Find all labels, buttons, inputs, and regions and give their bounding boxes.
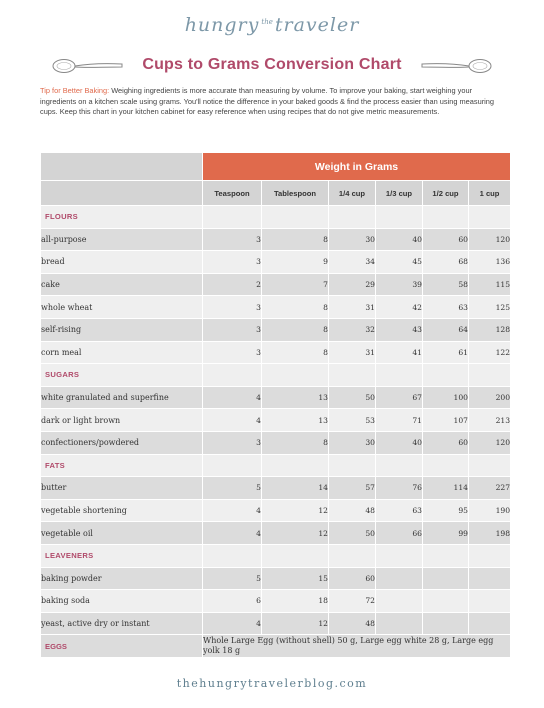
column-header: 1 cup (469, 181, 511, 206)
logo-word-the: the (261, 17, 273, 26)
category-label: FLOURS (41, 206, 203, 229)
empty-cell (262, 206, 329, 229)
gram-value-cell: 68 (423, 251, 469, 274)
tip-label: Tip for Better Baking: (40, 86, 110, 95)
gram-value-cell: 57 (329, 477, 376, 500)
empty-cell (203, 364, 262, 387)
gram-value-cell: 198 (469, 522, 511, 545)
gram-value-cell: 2 (203, 273, 262, 296)
empty-cell (469, 206, 511, 229)
gram-value-cell: 107 (423, 409, 469, 432)
gram-value-cell: 12 (262, 522, 329, 545)
logo-word-hungry: hungry (184, 14, 260, 36)
gram-value-cell: 41 (376, 341, 423, 364)
table-row (41, 567, 511, 590)
gram-value-cell (469, 567, 511, 590)
gram-value-cell: 8 (262, 296, 329, 319)
gram-value-cell: 5 (203, 477, 262, 500)
gram-value-cell (423, 567, 469, 590)
gram-value-cell: 3 (203, 341, 262, 364)
table-row (41, 612, 511, 635)
gram-value-cell: 99 (423, 522, 469, 545)
gram-value-cell: 58 (423, 273, 469, 296)
empty-cell (262, 364, 329, 387)
empty-cell (203, 206, 262, 229)
ingredient-label: baking powder (41, 567, 203, 590)
ingredient-label: self-rising (41, 318, 203, 341)
gram-value-cell: 200 (469, 386, 511, 409)
gram-value-cell: 67 (376, 386, 423, 409)
page-title: Cups to Grams Conversion Chart (142, 56, 402, 73)
gram-value-cell: 50 (329, 522, 376, 545)
table-row (41, 477, 511, 500)
column-header-blank (41, 181, 203, 206)
column-header: 1/4 cup (329, 181, 376, 206)
table-row (41, 386, 511, 409)
footer-website: thehungrytravelerblog.com (176, 677, 368, 690)
gram-value-cell: 13 (262, 386, 329, 409)
ingredient-label: baking soda (41, 590, 203, 613)
table-row (41, 251, 511, 274)
gram-value-cell: 4 (203, 522, 262, 545)
gram-value-cell: 42 (376, 296, 423, 319)
gram-value-cell (376, 612, 423, 635)
table-row (41, 590, 511, 613)
gram-value-cell: 60 (423, 431, 469, 454)
empty-cell (329, 544, 376, 567)
empty-cell (423, 544, 469, 567)
gram-value-cell: 227 (469, 477, 511, 500)
ingredient-label: cake (41, 273, 203, 296)
empty-cell (376, 364, 423, 387)
empty-cell (329, 364, 376, 387)
gram-value-cell: 3 (203, 318, 262, 341)
gram-value-cell: 128 (469, 318, 511, 341)
category-label: FATS (41, 454, 203, 477)
column-header: Teaspoon (203, 181, 262, 206)
empty-cell (329, 206, 376, 229)
title-row (0, 52, 544, 80)
gram-value-cell: 43 (376, 318, 423, 341)
table-row (41, 409, 511, 432)
empty-cell (262, 544, 329, 567)
gram-value-cell: 66 (376, 522, 423, 545)
gram-value-cell: 8 (262, 228, 329, 251)
gram-value-cell: 115 (469, 273, 511, 296)
baking-tip (40, 86, 510, 118)
gram-value-cell: 213 (469, 409, 511, 432)
empty-cell (376, 544, 423, 567)
gram-value-cell: 95 (423, 499, 469, 522)
gram-value-cell (469, 612, 511, 635)
empty-cell (329, 454, 376, 477)
table-row (41, 341, 511, 364)
gram-value-cell: 4 (203, 386, 262, 409)
gram-value-cell: 31 (329, 296, 376, 319)
column-header: Tablespoon (262, 181, 329, 206)
table-row (41, 522, 511, 545)
category-label: LEAVENERS (41, 544, 203, 567)
gram-value-cell: 8 (262, 341, 329, 364)
ingredient-label: butter (41, 477, 203, 500)
empty-cell (376, 206, 423, 229)
gram-value-cell: 31 (329, 341, 376, 364)
category-row (41, 454, 511, 477)
gram-value-cell: 72 (329, 590, 376, 613)
gram-value-cell: 114 (423, 477, 469, 500)
logo (0, 14, 544, 36)
gram-value-cell: 63 (423, 296, 469, 319)
gram-value-cell (376, 567, 423, 590)
empty-cell (423, 364, 469, 387)
weight-in-grams-header: Weight in Grams (203, 153, 511, 181)
gram-value-cell: 32 (329, 318, 376, 341)
gram-value-cell: 8 (262, 431, 329, 454)
table-row (41, 431, 511, 454)
category-row (41, 206, 511, 229)
gram-value-cell: 39 (376, 273, 423, 296)
gram-value-cell: 120 (469, 228, 511, 251)
gram-value-cell: 4 (203, 612, 262, 635)
gram-value-cell: 71 (376, 409, 423, 432)
gram-value-cell: 100 (423, 386, 469, 409)
gram-value-cell: 120 (469, 431, 511, 454)
table-row (41, 273, 511, 296)
ingredient-label: white granulated and superfine (41, 386, 203, 409)
ingredient-label: all-purpose (41, 228, 203, 251)
gram-value-cell (423, 612, 469, 635)
table-row (41, 228, 511, 251)
gram-value-cell: 40 (376, 228, 423, 251)
ingredient-label: dark or light brown (41, 409, 203, 432)
empty-cell (376, 454, 423, 477)
gram-value-cell: 63 (376, 499, 423, 522)
gram-value-cell: 6 (203, 590, 262, 613)
eggs-weights-text: Whole Large Egg (without shell) 50 g, Large egg white 28 g, Large egg yolk 18 g (203, 635, 511, 658)
gram-value-cell: 30 (329, 228, 376, 251)
gram-value-cell: 76 (376, 477, 423, 500)
header-blank-cell (41, 153, 203, 181)
table-group-header-row (41, 153, 511, 181)
gram-value-cell: 34 (329, 251, 376, 274)
empty-cell (203, 454, 262, 477)
gram-value-cell: 60 (423, 228, 469, 251)
empty-cell (469, 364, 511, 387)
ingredient-label: corn meal (41, 341, 203, 364)
gram-value-cell: 29 (329, 273, 376, 296)
gram-value-cell: 125 (469, 296, 511, 319)
gram-value-cell: 8 (262, 318, 329, 341)
table-column-header-row (41, 181, 511, 206)
eggs-row (41, 635, 511, 658)
table-row (41, 318, 511, 341)
empty-cell (203, 544, 262, 567)
gram-value-cell: 53 (329, 409, 376, 432)
ingredient-label: vegetable oil (41, 522, 203, 545)
logo-word-traveler: traveler (274, 14, 360, 36)
ingredient-label: whole wheat (41, 296, 203, 319)
gram-value-cell: 60 (329, 567, 376, 590)
empty-cell (423, 206, 469, 229)
empty-cell (423, 454, 469, 477)
tip-text: Weighing ingredients is more accurate than measuring by volume. To improve your baking, start weighing your ingredients on a kitchen scale using grams. You'll notice the difference in your baked goods & find the process easier than using measuring cups. Keep this chart in your kitchen cabinet for easy reference when using recipes that do not give metric measurements. (40, 86, 495, 116)
gram-value-cell: 3 (203, 296, 262, 319)
category-label: EGGS (41, 635, 203, 658)
gram-value-cell: 45 (376, 251, 423, 274)
gram-value-cell (469, 590, 511, 613)
gram-value-cell: 9 (262, 251, 329, 274)
gram-value-cell: 64 (423, 318, 469, 341)
gram-value-cell: 61 (423, 341, 469, 364)
category-row (41, 364, 511, 387)
empty-cell (262, 454, 329, 477)
spoon-right-icon (420, 56, 492, 76)
table-row (41, 296, 511, 319)
ingredient-label: vegetable shortening (41, 499, 203, 522)
gram-value-cell: 30 (329, 431, 376, 454)
gram-value-cell: 122 (469, 341, 511, 364)
gram-value-cell: 40 (376, 431, 423, 454)
ingredient-label: yeast, active dry or instant (41, 612, 203, 635)
gram-value-cell: 190 (469, 499, 511, 522)
gram-value-cell (423, 590, 469, 613)
conversion-table (40, 152, 511, 658)
gram-value-cell: 3 (203, 251, 262, 274)
gram-value-cell: 12 (262, 499, 329, 522)
gram-value-cell: 13 (262, 409, 329, 432)
ingredient-label: bread (41, 251, 203, 274)
gram-value-cell: 3 (203, 431, 262, 454)
category-label: SUGARS (41, 364, 203, 387)
empty-cell (469, 544, 511, 567)
ingredient-label: confectioners/powdered (41, 431, 203, 454)
gram-value-cell: 50 (329, 386, 376, 409)
empty-cell (469, 454, 511, 477)
table-row (41, 499, 511, 522)
gram-value-cell: 136 (469, 251, 511, 274)
gram-value-cell: 12 (262, 612, 329, 635)
gram-value-cell: 48 (329, 499, 376, 522)
gram-value-cell: 18 (262, 590, 329, 613)
gram-value-cell: 4 (203, 499, 262, 522)
gram-value-cell: 48 (329, 612, 376, 635)
gram-value-cell: 4 (203, 409, 262, 432)
gram-value-cell: 5 (203, 567, 262, 590)
gram-value-cell: 14 (262, 477, 329, 500)
gram-value-cell: 15 (262, 567, 329, 590)
gram-value-cell (376, 590, 423, 613)
gram-value-cell: 3 (203, 228, 262, 251)
column-header: 1/3 cup (376, 181, 423, 206)
category-row (41, 544, 511, 567)
column-header: 1/2 cup (423, 181, 469, 206)
gram-value-cell: 7 (262, 273, 329, 296)
